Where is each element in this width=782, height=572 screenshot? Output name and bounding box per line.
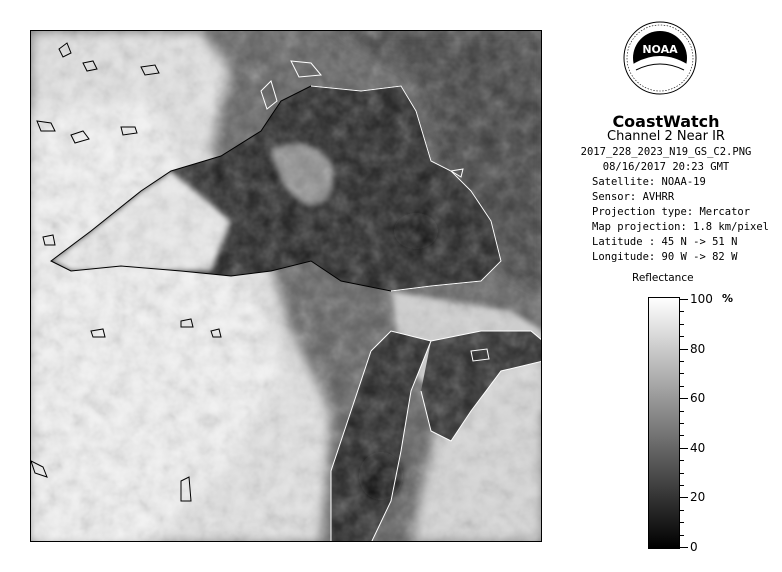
colorbar-minor-tick xyxy=(680,361,684,362)
colorbar-tick-label: 0 xyxy=(690,540,698,554)
colorbar-minor-tick xyxy=(680,299,684,300)
colorbar-minor-tick xyxy=(680,373,684,374)
colorbar-minor-tick xyxy=(680,535,684,536)
filename-text: 2017_228_2023_N19_GS_C2.PNG xyxy=(580,146,752,158)
channel-title: Channel 2 Near IR xyxy=(607,129,725,144)
colorbar-minor-tick xyxy=(680,522,684,523)
colorbar-tick-label: 80 xyxy=(690,341,706,356)
colorbar xyxy=(648,297,680,549)
metadata-panel xyxy=(560,145,772,265)
satellite-image xyxy=(30,30,542,542)
colorbar-minor-tick xyxy=(680,423,684,424)
colorbar-minor-tick xyxy=(680,473,684,474)
colorbar-minor-tick xyxy=(680,386,684,387)
colorbar-minor-tick xyxy=(680,324,684,325)
colorbar-minor-tick xyxy=(680,435,684,436)
colorbar-label: Reflectance xyxy=(632,272,694,284)
datetime-text: 08/16/2017 20:23 GMT xyxy=(602,161,730,173)
map-projection-text: Map projection: 1.8 km/pixel xyxy=(592,221,770,233)
colorbar-minor-tick xyxy=(680,448,684,449)
colorbar-minor-tick xyxy=(680,510,684,511)
colorbar-minor-tick xyxy=(680,411,684,412)
product-title: CoastWatch xyxy=(612,112,720,131)
colorbar-minor-tick xyxy=(680,349,684,350)
projection-type-text: Projection type: Mercator xyxy=(592,206,751,218)
satellite-map xyxy=(31,31,542,542)
colorbar-minor-tick xyxy=(680,311,684,312)
colorbar-minor-tick xyxy=(680,336,684,337)
colorbar-minor-tick xyxy=(680,398,684,399)
noaa-logo-icon xyxy=(620,18,700,108)
colorbar-minor-tick xyxy=(680,485,684,486)
latitude-text: Latitude : 45 N -> 51 N xyxy=(592,236,738,248)
colorbar-unit: % xyxy=(722,292,734,305)
colorbar-minor-tick xyxy=(680,497,684,498)
colorbar-tick-label: 40 xyxy=(690,440,706,455)
satellite-text: Satellite: NOAA-19 xyxy=(592,176,706,188)
longitude-text: Longitude: 90 W -> 82 W xyxy=(592,251,738,263)
noaa-logo-text: NOAA xyxy=(642,43,678,56)
colorbar-tick-label: 20 xyxy=(690,490,706,505)
image-texture xyxy=(31,31,542,542)
colorbar-tick-label: 100 xyxy=(690,292,713,306)
colorbar-minor-tick xyxy=(680,460,684,461)
colorbar-tick-label: 60 xyxy=(690,391,706,406)
colorbar-minor-tick xyxy=(680,547,684,548)
sensor-text: Sensor: AVHRR xyxy=(592,191,675,203)
